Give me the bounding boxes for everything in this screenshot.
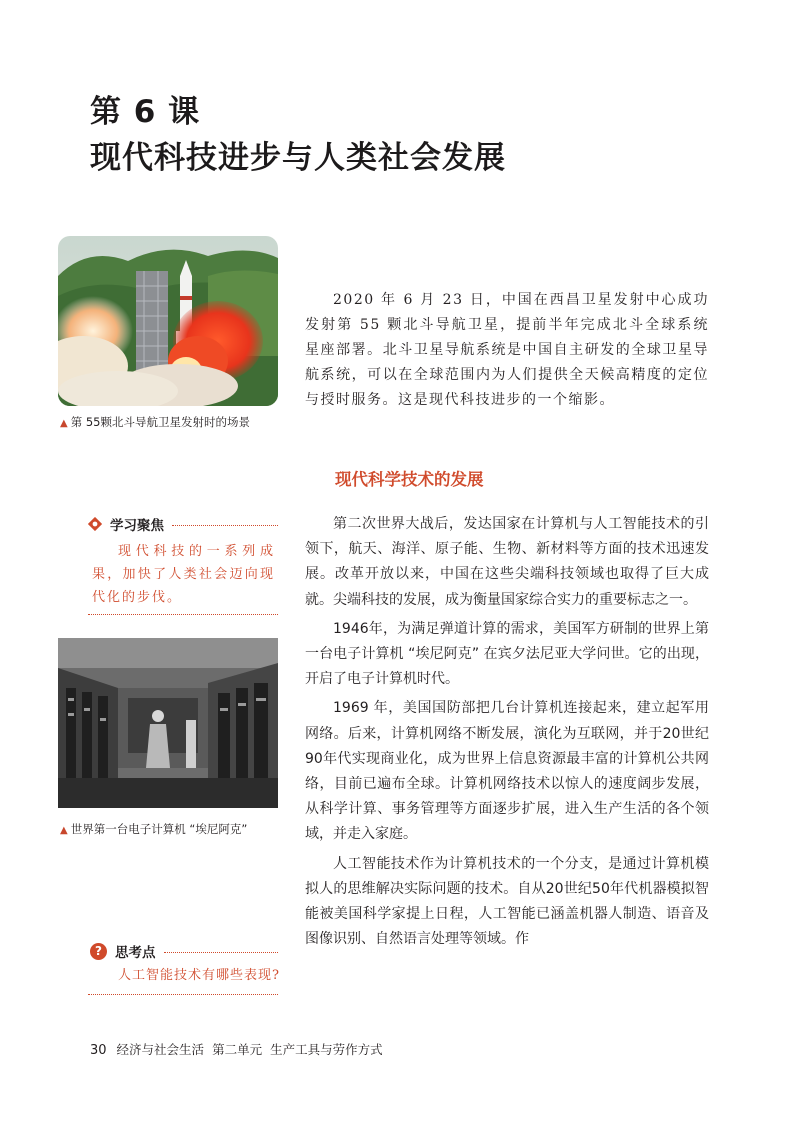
footer-book: 经济与社会生活 [116, 1042, 205, 1057]
caption-triangle-icon: ▲ [60, 418, 68, 429]
focus-diamond-icon [88, 517, 102, 531]
body-paragraph-4: 人工智能技术作为计算机技术的一个分支，是通过计算机模拟人的思维解决实际问题的技术。自从20世纪50年代机器模拟智能被美国科学家提上日程，人工智能已涵盖机器人制造、语音及图像识别、自然语言处理等领域。作 [305, 855, 709, 948]
think-bottom-divider [88, 994, 278, 995]
focus-header [88, 514, 278, 534]
lesson-title: 现代科技进步与人类社会发展 [90, 140, 506, 176]
figure1-caption-text: 第 55颗北斗导航卫星发射时的场景 [70, 415, 250, 429]
footer-unit: 第二单元 [212, 1042, 263, 1057]
body-paragraph-1: 第二次世界大战后，发达国家在计算机与人工智能技术的引领下，航天、海洋、原子能、生物、新材料等方面的技术迅速发展。改革开放以来，中国在这些尖端科技领域也取得了巨大成就。尖端科技的发展，成为衡量国家综合实力的重要标志之一。 [305, 516, 709, 608]
think-header [90, 941, 278, 961]
eniac-image [58, 638, 278, 808]
eniac-photo [58, 638, 278, 808]
page-number: 30 [90, 1043, 107, 1058]
think-divider [164, 952, 279, 953]
think-label: 思考点 [115, 945, 156, 961]
figure2-caption [60, 821, 247, 837]
rocket-launch-photo [58, 236, 278, 406]
focus-divider [172, 525, 278, 526]
focus-text: 现代科技的一系列成果，加快了人类社会迈向现代化的步伐。 [92, 544, 275, 605]
think-question: 人工智能技术有哪些表现? [118, 968, 280, 983]
footer-unit-title: 生产工具与劳作方式 [270, 1042, 383, 1057]
body-paragraph-2: 1946年，为满足弹道计算的需求，美国军方研制的世界上第一台电子计算机 “埃尼阿克” 在宾夕法尼亚大学问世。它的出现，开启了电子计算机时代。 [305, 620, 709, 688]
focus-bottom-divider [88, 614, 278, 615]
figure2-caption-text: 世界第一台电子计算机 “埃尼阿克” [70, 822, 248, 836]
intro-paragraph: 2020 年 6 月 23 日，中国在西昌卫星发射中心成功发射第 55 颗北斗导航卫星，提前半年完成北斗全球系统星座部署。北斗卫星导航系统是中国自主研发的全球卫星导航系统，可以在全球范围内为人们提供全天候高精度的定位与授时服务。这是现代科技进步的一个缩影。 [305, 292, 709, 408]
focus-label: 学习聚焦 [110, 518, 164, 534]
caption-triangle-icon: ▲ [60, 825, 68, 836]
main-body [305, 512, 709, 956]
section-heading: 现代科学技术的发展 [335, 470, 484, 489]
figure1-caption [60, 414, 250, 430]
lesson-number: 第 6 课 [90, 94, 201, 130]
page-footer [90, 1040, 383, 1058]
body-paragraph-3: 1969 年，美国国防部把几台计算机连接起来，建立起军用网络。后来，计算机网络不断发展，演化为互联网，并于20世纪90年代实现商业化，成为世界上信息资源最丰富的计算机公共网络，目前已遍布全球。计算机网络技术以惊人的速度阔步发展，从科学计算、事务管理等方面逐步扩展，进入生产生活的各个领域，并走入家庭。 [305, 700, 709, 843]
rocket-launch-image [58, 236, 278, 406]
question-icon: ? [90, 943, 107, 960]
